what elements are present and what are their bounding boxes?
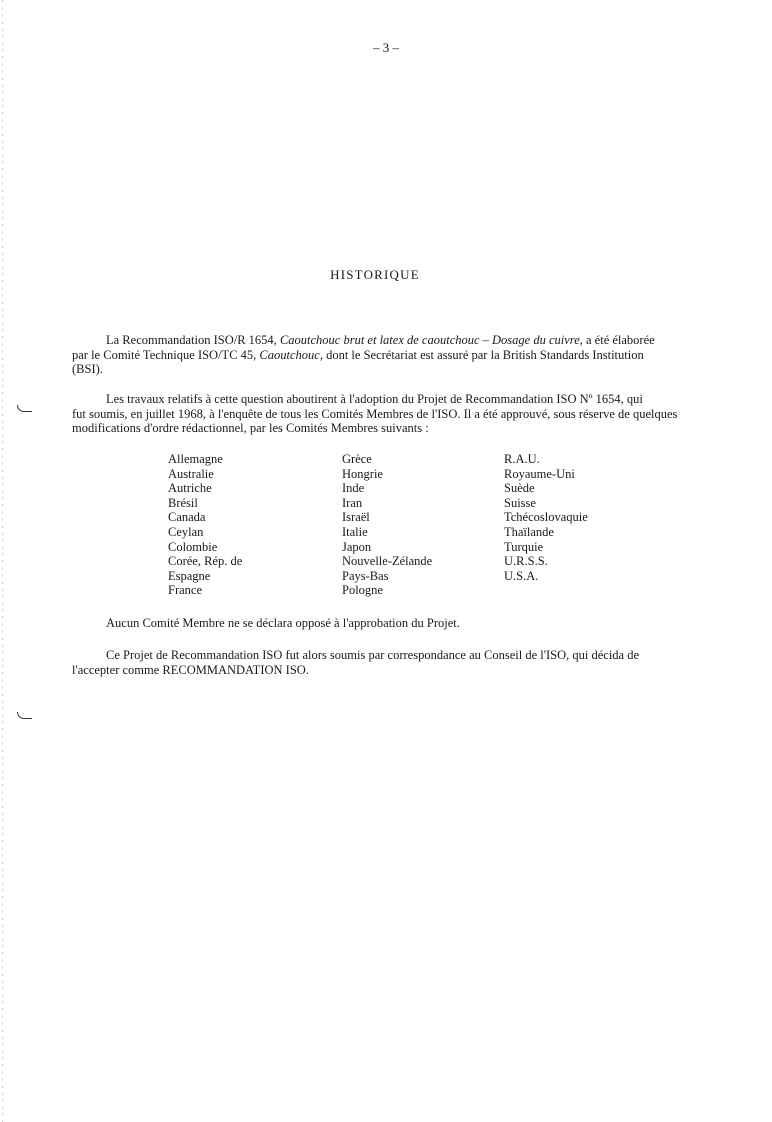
- country-item: Suède: [504, 481, 535, 496]
- country-item: Iran: [342, 495, 363, 510]
- page-number: – 3 –: [373, 40, 399, 55]
- country-item: Thaïlande: [504, 524, 554, 539]
- paragraph-line: modifications d'ordre rédactionnel, par les Comités Membres suivants :: [72, 421, 429, 436]
- paragraph-line: (BSI).: [72, 362, 103, 377]
- paragraph-approval: [72, 392, 718, 436]
- paragraph-line: Les travaux relatifs à cette question aboutirent à l'adoption du Projet de Recommandation ISO Nº 1654, qui: [106, 392, 643, 406]
- section-title: HISTORIQUE: [330, 267, 420, 282]
- paragraph-no-opposition: [72, 616, 718, 631]
- paragraph-line: Aucun Comité Membre ne se déclara opposé à l'approbation du Projet.: [106, 616, 460, 630]
- country-item: Allemagne: [168, 452, 223, 466]
- country-item: Pays-Bas: [342, 568, 389, 583]
- country-item: Tchécoslovaquie: [504, 510, 588, 525]
- country-item: Autriche: [168, 481, 212, 496]
- country-item: Italie: [342, 524, 368, 539]
- country-item: Colombie: [168, 539, 218, 554]
- country-column-3: [504, 452, 588, 583]
- paragraph-acceptance: [72, 648, 718, 677]
- country-item: Ceylan: [168, 524, 204, 539]
- country-item: Suisse: [504, 495, 536, 510]
- country-item: U.R.S.S.: [504, 554, 548, 569]
- country-column-1: [168, 452, 242, 598]
- country-item: Australie: [168, 466, 214, 481]
- paragraph-line: l'accepter comme RECOMMANDATION ISO.: [72, 662, 309, 677]
- country-column-2: [342, 452, 432, 598]
- paragraph-line: par le Comité Technique ISO/TC 45, Caoutchouc, dont le Secrétariat est assuré par la British Standards Institution: [72, 347, 644, 362]
- country-item: Japon: [342, 539, 372, 554]
- country-item: Inde: [342, 481, 365, 496]
- country-item: Royaume-Uni: [504, 466, 575, 481]
- country-item: Turquie: [504, 539, 544, 554]
- scan-edge-line: [2, 0, 3, 1122]
- country-item: Grèce: [342, 452, 372, 466]
- country-item: Corée, Rép. de: [168, 554, 243, 569]
- paragraph-line: La Recommandation ISO/R 1654, Caoutchouc brut et latex de caoutchouc – Dosage du cuivre, a été élaborée: [106, 333, 655, 347]
- country-item: Nouvelle-Zélande: [342, 554, 433, 569]
- paragraph-line: Ce Projet de Recommandation ISO fut alors soumis par correspondance au Conseil de l'ISO, qui décida de: [106, 648, 640, 662]
- country-item: Hongrie: [342, 466, 383, 481]
- country-item: R.A.U.: [504, 452, 540, 466]
- committee-name-italic: Caoutchouc,: [259, 347, 323, 362]
- paragraph-line: fut soumis, en juillet 1968, à l'enquête de tous les Comités Membres de l'ISO. Il a été approuvé, sous réserve de quelques: [72, 406, 678, 421]
- document-title-italic: Caoutchouc brut et latex de caoutchouc – Dosage du cuivre: [279, 333, 580, 347]
- country-item: Brésil: [168, 495, 198, 510]
- margin-mark: [17, 712, 32, 719]
- country-item: U.S.A.: [504, 568, 539, 583]
- country-item: Israël: [342, 510, 370, 525]
- country-item: Espagne: [168, 568, 211, 583]
- country-item: Canada: [168, 510, 206, 525]
- country-item: France: [168, 583, 203, 598]
- paragraph-origin: [72, 333, 718, 377]
- country-item: Pologne: [342, 583, 383, 598]
- margin-mark: [17, 405, 32, 412]
